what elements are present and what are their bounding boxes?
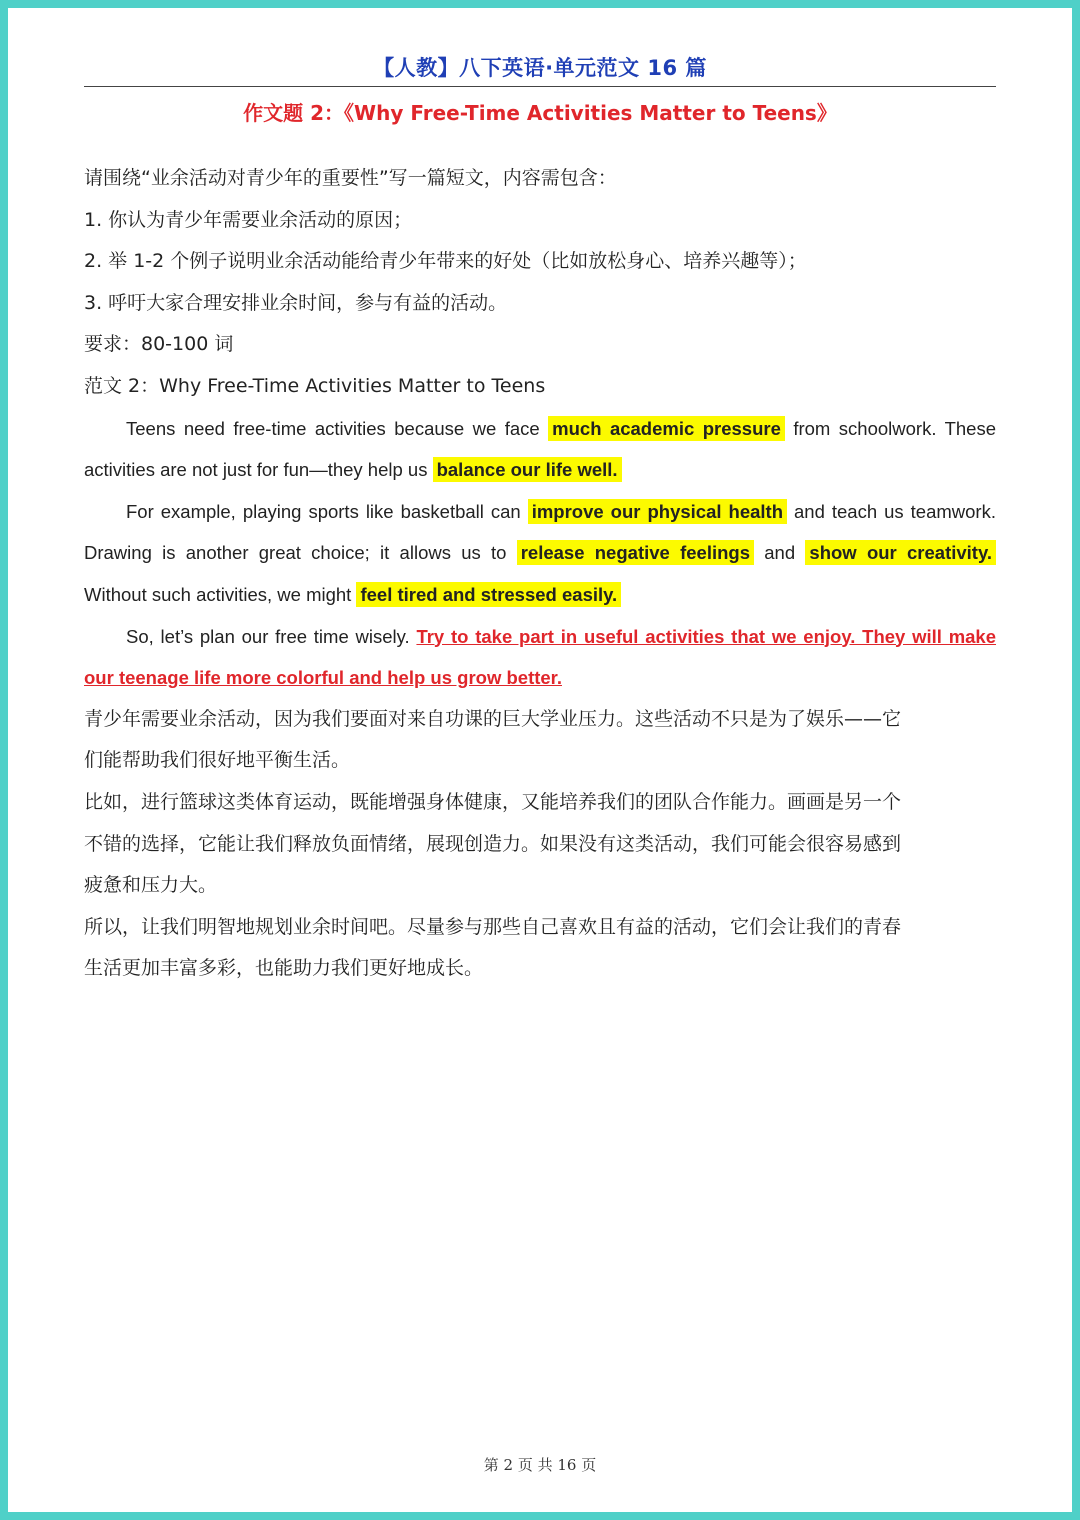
sample-label: 范文 2：Why Free-Time Activities Matter to Teens	[84, 374, 546, 397]
red-underlined-sentence: Try to take part in useful activities that we enjoy. They will make	[416, 625, 997, 647]
prompt-intro: 请围绕“业余活动对青少年的重要性”写一篇短文，内容需包含：	[84, 167, 617, 189]
highlight-phrase: much academic pressure	[548, 416, 785, 441]
document-body	[84, 158, 996, 990]
highlight-phrase: release negative feelings	[517, 540, 754, 565]
sample-p1-line1	[84, 408, 996, 450]
translation-p2-line2: 不错的选择，它能让我们释放负面情绪，展现创造力。如果没有这类活动，我们可能会很容易感到	[84, 832, 902, 855]
sample-text: Without such activities, we might	[84, 583, 352, 605]
highlight-phrase: show our creativity.	[805, 540, 996, 565]
essay-title: 作文题 2：《Why Free-Time Activities Matter to Teens》	[243, 101, 837, 125]
sample-p2-line1	[84, 491, 996, 533]
sample-text: from schoolwork. These	[793, 417, 996, 439]
prompt-requirement: 要求：80-100 词	[84, 333, 234, 356]
sample-text: For example, playing sports like basketball can	[126, 500, 521, 522]
sample-p3-line1	[84, 616, 996, 658]
sample-p2-line2	[84, 532, 996, 574]
prompt-point-3: 3. 呼吁大家合理安排业余时间，参与有益的活动。	[84, 291, 508, 314]
sample-text: Teens need free-time activities because we face	[126, 417, 540, 439]
translation-p3-line2: 生活更加丰富多彩，也能助力我们更好地成长。	[84, 957, 484, 980]
red-underlined-sentence: our teenage life more colorful and help us grow better.	[84, 667, 562, 689]
highlight-phrase: improve our physical health	[528, 499, 787, 524]
header-divider	[84, 86, 996, 87]
translation-p1-line1: 青少年需要业余活动，因为我们要面对来自功课的巨大学业压力。这些活动不只是为了娱乐——它	[84, 707, 902, 730]
highlight-phrase: feel tired and stressed easily.	[356, 582, 621, 607]
document-page	[8, 8, 1072, 1512]
sample-p2-line3	[84, 574, 996, 616]
document-header: 【人教】八下英语·单元范文 16 篇	[373, 56, 707, 80]
translation-p2-line1: 比如，进行篮球这类体育运动，既能增强身体健康，又能培养我们的团队合作能力。画画是另一个	[84, 790, 902, 813]
sample-p1-line2	[84, 449, 996, 491]
sample-text: and teach us teamwork.	[794, 500, 996, 522]
sample-text: activities are not just for fun—they help us	[84, 459, 428, 481]
translation-p1-line2: 们能帮助我们很好地平衡生活。	[84, 749, 351, 772]
sample-text: and	[764, 542, 796, 564]
prompt-point-2: 2. 举 1-2 个例子说明业余活动能给青少年带来的好处（比如放松身心、培养兴趣等）；	[84, 250, 807, 273]
sample-p3-line2	[84, 657, 996, 699]
page-number: 第 2 页 共 16 页	[483, 1456, 597, 1474]
prompt-point-1: 1. 你认为青少年需要业余活动的原因；	[84, 208, 413, 231]
sample-text: So, let’s plan our free time wisely.	[126, 625, 410, 647]
highlight-phrase: balance our life well.	[433, 457, 622, 482]
sample-text: Drawing is another great choice; it allows us to	[84, 542, 507, 564]
translation-p3-line1: 所以，让我们明智地规划业余时间吧。尽量参与那些自己喜欢且有益的活动，它们会让我们的青春	[84, 915, 902, 938]
translation-p2-line3: 疲惫和压力大。	[84, 874, 218, 897]
